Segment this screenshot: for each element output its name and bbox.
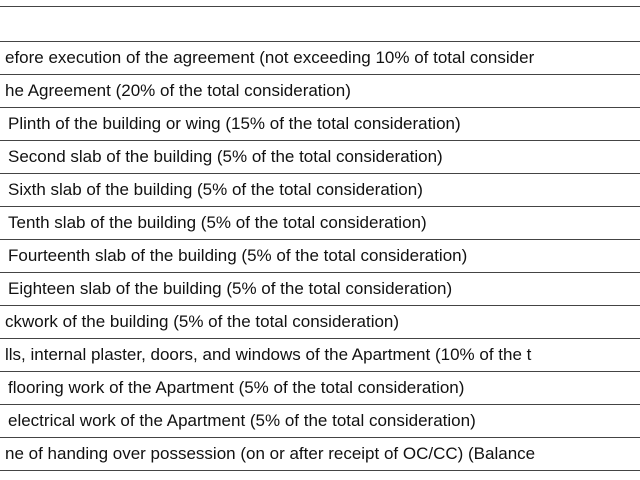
payment-schedule-body: [0, 7, 640, 471]
table-row: [0, 240, 640, 273]
table-cell: lls, internal plaster, doors, and windows of the Apartment (10% of the t: [0, 339, 640, 372]
table-row: [0, 372, 640, 405]
table-cell: ckwork of the building (5% of the total consideration): [0, 306, 640, 339]
table-row: [0, 405, 640, 438]
table-row: [0, 75, 640, 108]
table-cell: Tenth slab of the building (5% of the total consideration): [0, 207, 640, 240]
table-cell: Sixth slab of the building (5% of the total consideration): [0, 174, 640, 207]
table-cell: Second slab of the building (5% of the total consideration): [0, 141, 640, 174]
table-cell: ne of handing over possession (on or after receipt of OC/CC) (Balance: [0, 438, 640, 471]
table-row: [0, 108, 640, 141]
table-cell: flooring work of the Apartment (5% of the total consideration): [0, 372, 640, 405]
table-row: [0, 207, 640, 240]
table-row: [0, 42, 640, 75]
table-cell: Eighteen slab of the building (5% of the total consideration): [0, 273, 640, 306]
table-row: [0, 174, 640, 207]
table-row: [0, 438, 640, 471]
table-cell: efore execution of the agreement (not exceeding 10% of total consider: [0, 42, 640, 75]
payment-schedule-table: [0, 6, 640, 471]
table-row: [0, 306, 640, 339]
table-cell: he Agreement (20% of the total consideration): [0, 75, 640, 108]
table-row: [0, 273, 640, 306]
table-row: [0, 7, 640, 42]
table-row: [0, 339, 640, 372]
table-cell: Plinth of the building or wing (15% of the total consideration): [0, 108, 640, 141]
table-cell: [0, 7, 640, 42]
table-row: [0, 141, 640, 174]
table-cell: Fourteenth slab of the building (5% of the total consideration): [0, 240, 640, 273]
table-cell: electrical work of the Apartment (5% of the total consideration): [0, 405, 640, 438]
